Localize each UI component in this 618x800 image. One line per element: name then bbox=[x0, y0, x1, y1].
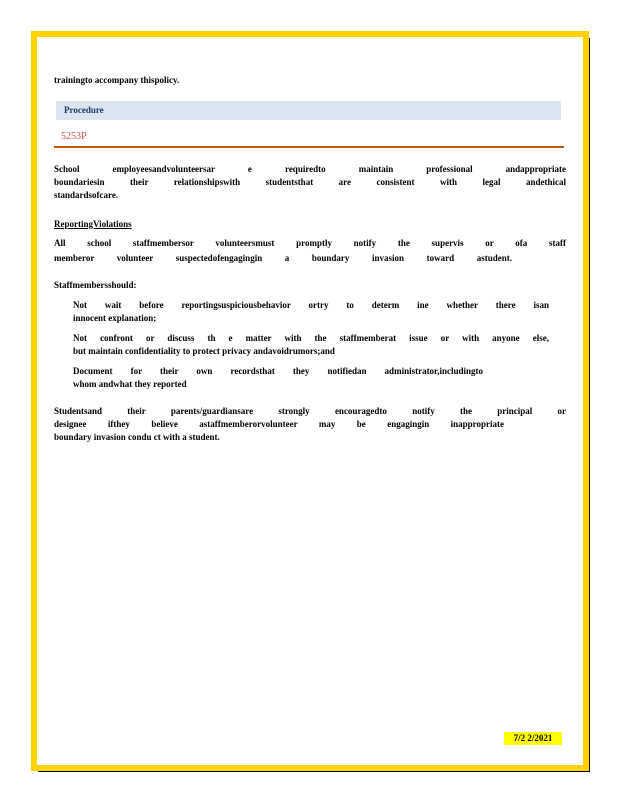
intro-line: boundariesin their relationshipswith studentsthat are consistent with legal andethical bbox=[54, 177, 566, 187]
intro-line: standardsofcare. bbox=[54, 190, 119, 200]
intro-line: School employeesandvolunteersar e requiredto maintain professional andappropriate bbox=[54, 164, 566, 174]
reporting-heading: ReportingViolations bbox=[54, 219, 132, 229]
bullet-line: but maintain confidentiality to protect privacy andavoidrumors;and bbox=[73, 346, 335, 356]
staff-should-label: Staffmembersshould: bbox=[54, 280, 137, 290]
bullet-line: Not confront or discuss th e matter with the staffmemberat issue or with anyone else, bbox=[73, 333, 549, 343]
bullet-line: innocent explanation; bbox=[73, 313, 157, 323]
closing-line: designee ifthey believe astaffmemberorvolunteer may be engagingin inappropriate bbox=[54, 419, 504, 429]
document-page bbox=[31, 31, 589, 771]
bullet-line: Not wait before reportingsuspiciousbehavior ortry to determ ine whether there isan bbox=[73, 300, 549, 310]
bullet-line: Document for their own recordsthat they notifiedan administrator,includingto bbox=[73, 366, 483, 376]
closing-line: boundary invasion condu ct with a student. bbox=[54, 432, 220, 442]
policy-number: 5253P bbox=[61, 131, 87, 142]
reporting-line: memberor volunteer suspectedofengagingin a boundary invasion toward astudent. bbox=[54, 253, 512, 263]
procedure-heading: Procedure bbox=[64, 105, 104, 115]
reporting-line: All school staffmembersor volunteersmust promptly notify the supervis or ofa staff bbox=[54, 238, 566, 248]
bullet-line: whom andwhat they reported bbox=[73, 379, 187, 389]
footer-date: 7/2 2/2021 bbox=[504, 732, 562, 745]
closing-line: Studentsand their parents/guardiansare strongly encouragedto notify the principal or bbox=[54, 406, 566, 416]
top-line: trainingto accompany thispolicy. bbox=[54, 75, 180, 85]
procedure-bar bbox=[56, 101, 561, 120]
heading-rule bbox=[54, 146, 564, 148]
